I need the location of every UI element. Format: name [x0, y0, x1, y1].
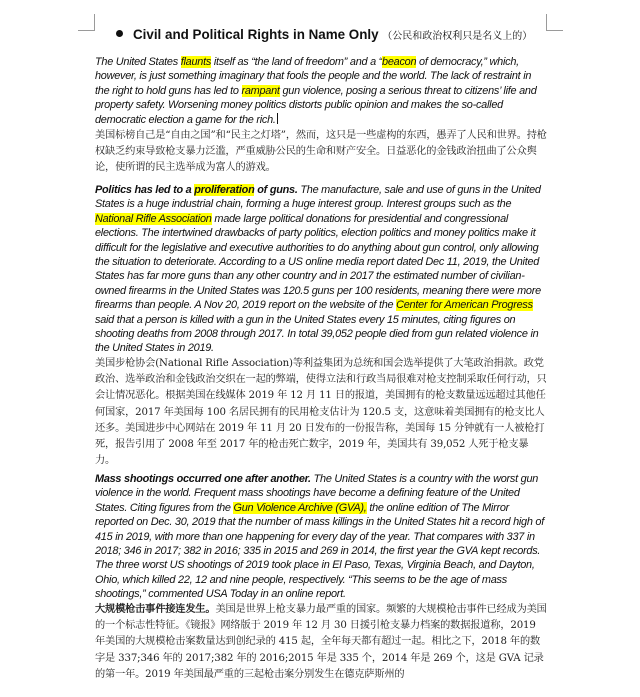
bullet-icon — [116, 30, 123, 37]
highlight-rampant: rampant — [241, 84, 280, 97]
paragraph-1-en[interactable]: The United States flaunts itself as “the land of freedom” and a “beacon of democracy,” which, however, is just something imaginary that fools the people and the world. The lack of restraint in the right to hold guns has led to rampant gun violence, posing a serious threat to citizens’ life and property safety. Worsening money politics distorts public opinion and makes the so-called democratic election a game for the rich. — [95, 56, 537, 126]
section-heading — [116, 27, 532, 42]
page-corner-mark-left — [78, 14, 95, 31]
text-cursor — [277, 113, 278, 124]
heading-title: Civil and Political Rights in Name Only — [133, 27, 379, 42]
heading-subtitle-cn: （公民和政治权利只是名义上的） — [382, 31, 533, 42]
paragraph-1-cn[interactable]: 美国标榜自己是“自由之国”和“民主之灯塔”，然而，这只是一些虚构的东西，愚弄了人民和世界。持枪权缺乏约束导致枪支暴力泛滥，严重威胁公民的生命和财产安全。日益恶化的金钱政治扭曲了公众舆论，使所谓的民主选举成为富人的游戏。 — [95, 130, 547, 174]
page-corner-mark-right — [546, 14, 563, 31]
paragraph-3-cn[interactable]: 大规模枪击事件接连发生。美国是世界上枪支暴力最严重的国家。频繁的大规模枪击事件已经成为美国的一个标志性特征。《镜报》网络版于 2019 年 12 月 30 日援引枪支暴力档案的数据报道称，2019 年美国的大规模枪击案数量达到创纪录的 415 起，全年每天都有超过一起。相比之下，2018 年的数字是 337;346 年的 2017;382 年的 2016;2015 年是 335 个，2014 年是 269 个，这是 GVA 记录的第一年。2019 年美国最严重的三起枪击案分别发生在德克萨斯州的 — [95, 603, 547, 680]
highlight-cap: Center for American Progress — [396, 299, 533, 312]
highlight-gva: Gun Violence Archive (GVA), — [233, 501, 367, 514]
highlight-flaunts: flaunts — [180, 56, 212, 68]
highlight-nra: National Rifle Association — [95, 212, 212, 225]
paragraph-3-en[interactable]: Mass shootings occurred one after another. The United States is a country with the worst gun violence in the world. Frequent mass shootings have become a defining feature of the United States. Citing figures from the Gun Violence Archive (GVA), the online edition of The Mirror reported on Dec. 30, 2019 that the number of mass killings in the United States hit a record high of 415 in 2019, with more than one happening for every day of the year. That compares with 337 in 2018; 346 in 2017; 382 in 2016; 335 in 2015 and 269 in 2014, the first year the GVA kept records. The three worst US shootings of 2019 took place in El Paso, Texas, Virginia Beach, and Dayton, Ohio, which killed 22, 12 and nine people, respectively. “This seems to be the age of mass shootings,” commented USA Today in an online report. — [95, 473, 545, 601]
highlight-beacon: beacon — [382, 56, 417, 68]
paragraph-2-en[interactable]: Politics has led to a proliferation of guns. The manufacture, sale and use of guns in the United States is a huge industrial chain, forming a huge interest group. Interest groups such as the National Rifle Association made large political donations for presidential and congressional elections. The intertwined drawbacks of party politics, election politics and money politics make it difficult for the legislative and executive authorities to do anything about gun control, only allowing the situation to deteriorate. According to a US online media report dated Dec 11, 2019, the United States has far more guns than any other country and in 2017 the estimated number of civilian-owned firearms in the United States was 120.5 guns per 100 residents, meaning there were more firearms than people. A Nov 20, 2019 report on the website of the Center for American Progress said that a person is killed with a gun in the United States every 15 minutes, citing figures on shooting deaths from 2008 through 2017. In total 39,052 people died from gun related violence in the United States in 2019. — [95, 184, 541, 355]
paragraph-2-cn[interactable]: 美国步枪协会(National Rifle Association)等利益集团为总统和国会选举提供了大笔政治捐款。政党政治、选举政治和金钱政治交织在一起的弊端，使得立法和行政当局很难对枪支控制采取任何行动，只会让情况恶化。根据美国在线媒体 2019 年 12 月 11 日的报道，美国拥有的枪支数量远远超过其他任何国家，2017 年美国每 100 名居民拥有的民用枪支估计为 120.5 支，这意味着美国拥有的枪支比人还多。美国进步中心网站在 2019 年 11 月 20 日发布的一份报告称，美国每 15 分钟就有一人被枪打死，报告引用了 2008 年至 2017 年的枪击死亡数字，2019 年，美国共有 39,052 人死于枪支暴力。 — [95, 358, 547, 467]
highlight-proliferation: proliferation — [194, 184, 255, 196]
